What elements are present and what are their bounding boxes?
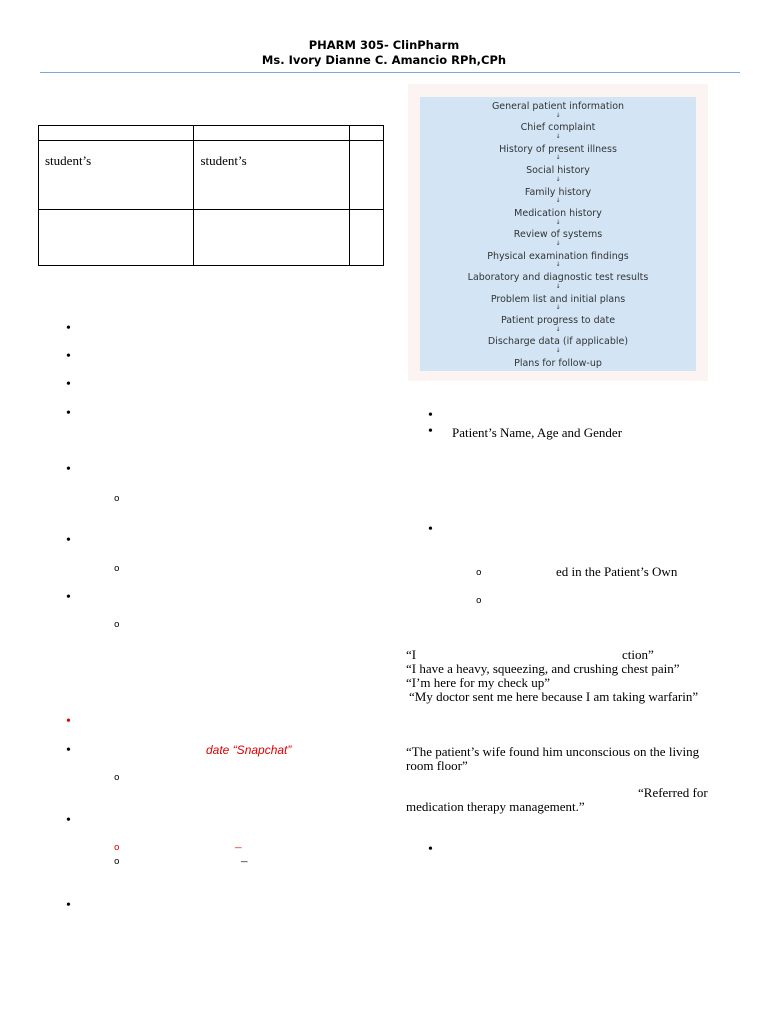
bullet-icon: • [66, 349, 71, 364]
table-cell: student’s [194, 141, 349, 210]
chief-complaint-quote: “I’m here for my check up” [406, 675, 551, 690]
bullet-icon: • [66, 406, 71, 421]
flowchart-step: General patient information [491, 101, 625, 112]
bullet-icon: • [66, 377, 71, 392]
bullet-icon: • [66, 533, 71, 548]
bullet-icon: • [66, 462, 71, 477]
arrow-down-icon: ↓ [555, 261, 561, 269]
arrow-down-icon: ↓ [555, 132, 561, 140]
sub-bullet-icon: o [114, 843, 120, 853]
bullet-icon: • [66, 813, 71, 828]
highlighted-text: date “Snapchat” [206, 743, 292, 757]
bullet-icon: • [428, 522, 433, 537]
flowchart-step: Family history [524, 186, 592, 198]
table-cell [349, 210, 383, 266]
flowchart-step: Discharge data (if applicable) [487, 336, 629, 348]
table-cell [349, 141, 383, 210]
arrow-down-icon: ↓ [555, 154, 561, 162]
bullet-icon: • [428, 424, 433, 439]
bullet-icon: • [66, 321, 71, 336]
flowchart-step: Medication history [514, 208, 602, 219]
sub-bullet-icon: o [114, 773, 120, 783]
arrow-down-icon: ↓ [555, 325, 561, 333]
arrow-down-icon: ↓ [555, 218, 561, 226]
arrow-down-icon: ↓ [555, 282, 561, 290]
bullet-icon: • [66, 898, 71, 913]
bullet-icon: • [428, 842, 433, 857]
comparison-table [38, 125, 384, 266]
own-words-text: ed in the Patient’s Own [556, 564, 678, 579]
sub-bullet-icon: o [114, 564, 120, 574]
bullet-icon: • [428, 408, 433, 423]
table-cell: student’s [39, 141, 194, 210]
sub-bullet-icon: o [476, 568, 482, 578]
arrow-down-icon: ↓ [555, 197, 561, 205]
table-row [39, 141, 384, 210]
dash-text: – [241, 853, 248, 868]
table-cell [194, 210, 349, 266]
document-header [0, 38, 768, 68]
flowchart-step: History of present illness [499, 143, 617, 155]
table-header-row [39, 126, 384, 141]
chief-complaint-quote: “I have a heavy, squeezing, and crushing chest pain” [406, 661, 680, 676]
dash-text: – [235, 839, 242, 854]
referral-quote: medication therapy management.” [406, 799, 585, 814]
sub-bullet-icon: o [114, 857, 120, 867]
flowchart-step: Problem list and initial plans [490, 293, 626, 305]
bullet-icon: • [66, 743, 71, 758]
chief-complaint-quote: “The patient’s wife found him unconscious on the living [406, 744, 700, 759]
flowchart-step: Patient progress to date [500, 315, 616, 326]
chief-complaint-quote: room floor” [406, 758, 468, 773]
sub-bullet-icon: o [114, 494, 120, 504]
arrow-down-icon: ↓ [555, 239, 561, 247]
table-cell [194, 126, 349, 141]
quote-end: ction” [622, 647, 654, 662]
sub-bullet-icon: o [476, 596, 482, 606]
chief-complaint-quote: “My doctor sent me here because I am taking warfarin” [409, 689, 699, 704]
table-row [39, 210, 384, 266]
instructor-name: Ms. Ivory Dianne C. Amancio RPh,CPh [261, 53, 507, 67]
patient-info-text: Patient’s Name, Age and Gender [452, 425, 623, 440]
arrow-down-icon: ↓ [555, 175, 561, 183]
flowchart-step: Plans for follow-up [514, 357, 602, 369]
arrow-down-icon: ↓ [555, 346, 561, 354]
referral-quote: “Referred for [638, 785, 708, 800]
flowchart-step: Laboratory and diagnostic test results [467, 272, 649, 284]
arrow-down-icon: ↓ [555, 111, 561, 119]
bullet-icon: • [66, 714, 71, 729]
bullet-icon: • [66, 590, 71, 605]
table-cell [39, 126, 194, 141]
table-cell [349, 126, 383, 141]
sub-bullet-icon: o [114, 620, 120, 630]
quote-start: “I [406, 647, 417, 662]
course-title: PHARM 305- ClinPharm [308, 38, 460, 52]
flowchart-step: Chief complaint [520, 122, 596, 134]
flowchart-step: Physical examination findings [487, 250, 629, 262]
header-divider [40, 72, 740, 73]
table-cell [39, 210, 194, 266]
flowchart-step: Social history [526, 165, 590, 177]
flowchart-step: Review of systems [513, 229, 603, 241]
arrow-down-icon: ↓ [555, 304, 561, 312]
